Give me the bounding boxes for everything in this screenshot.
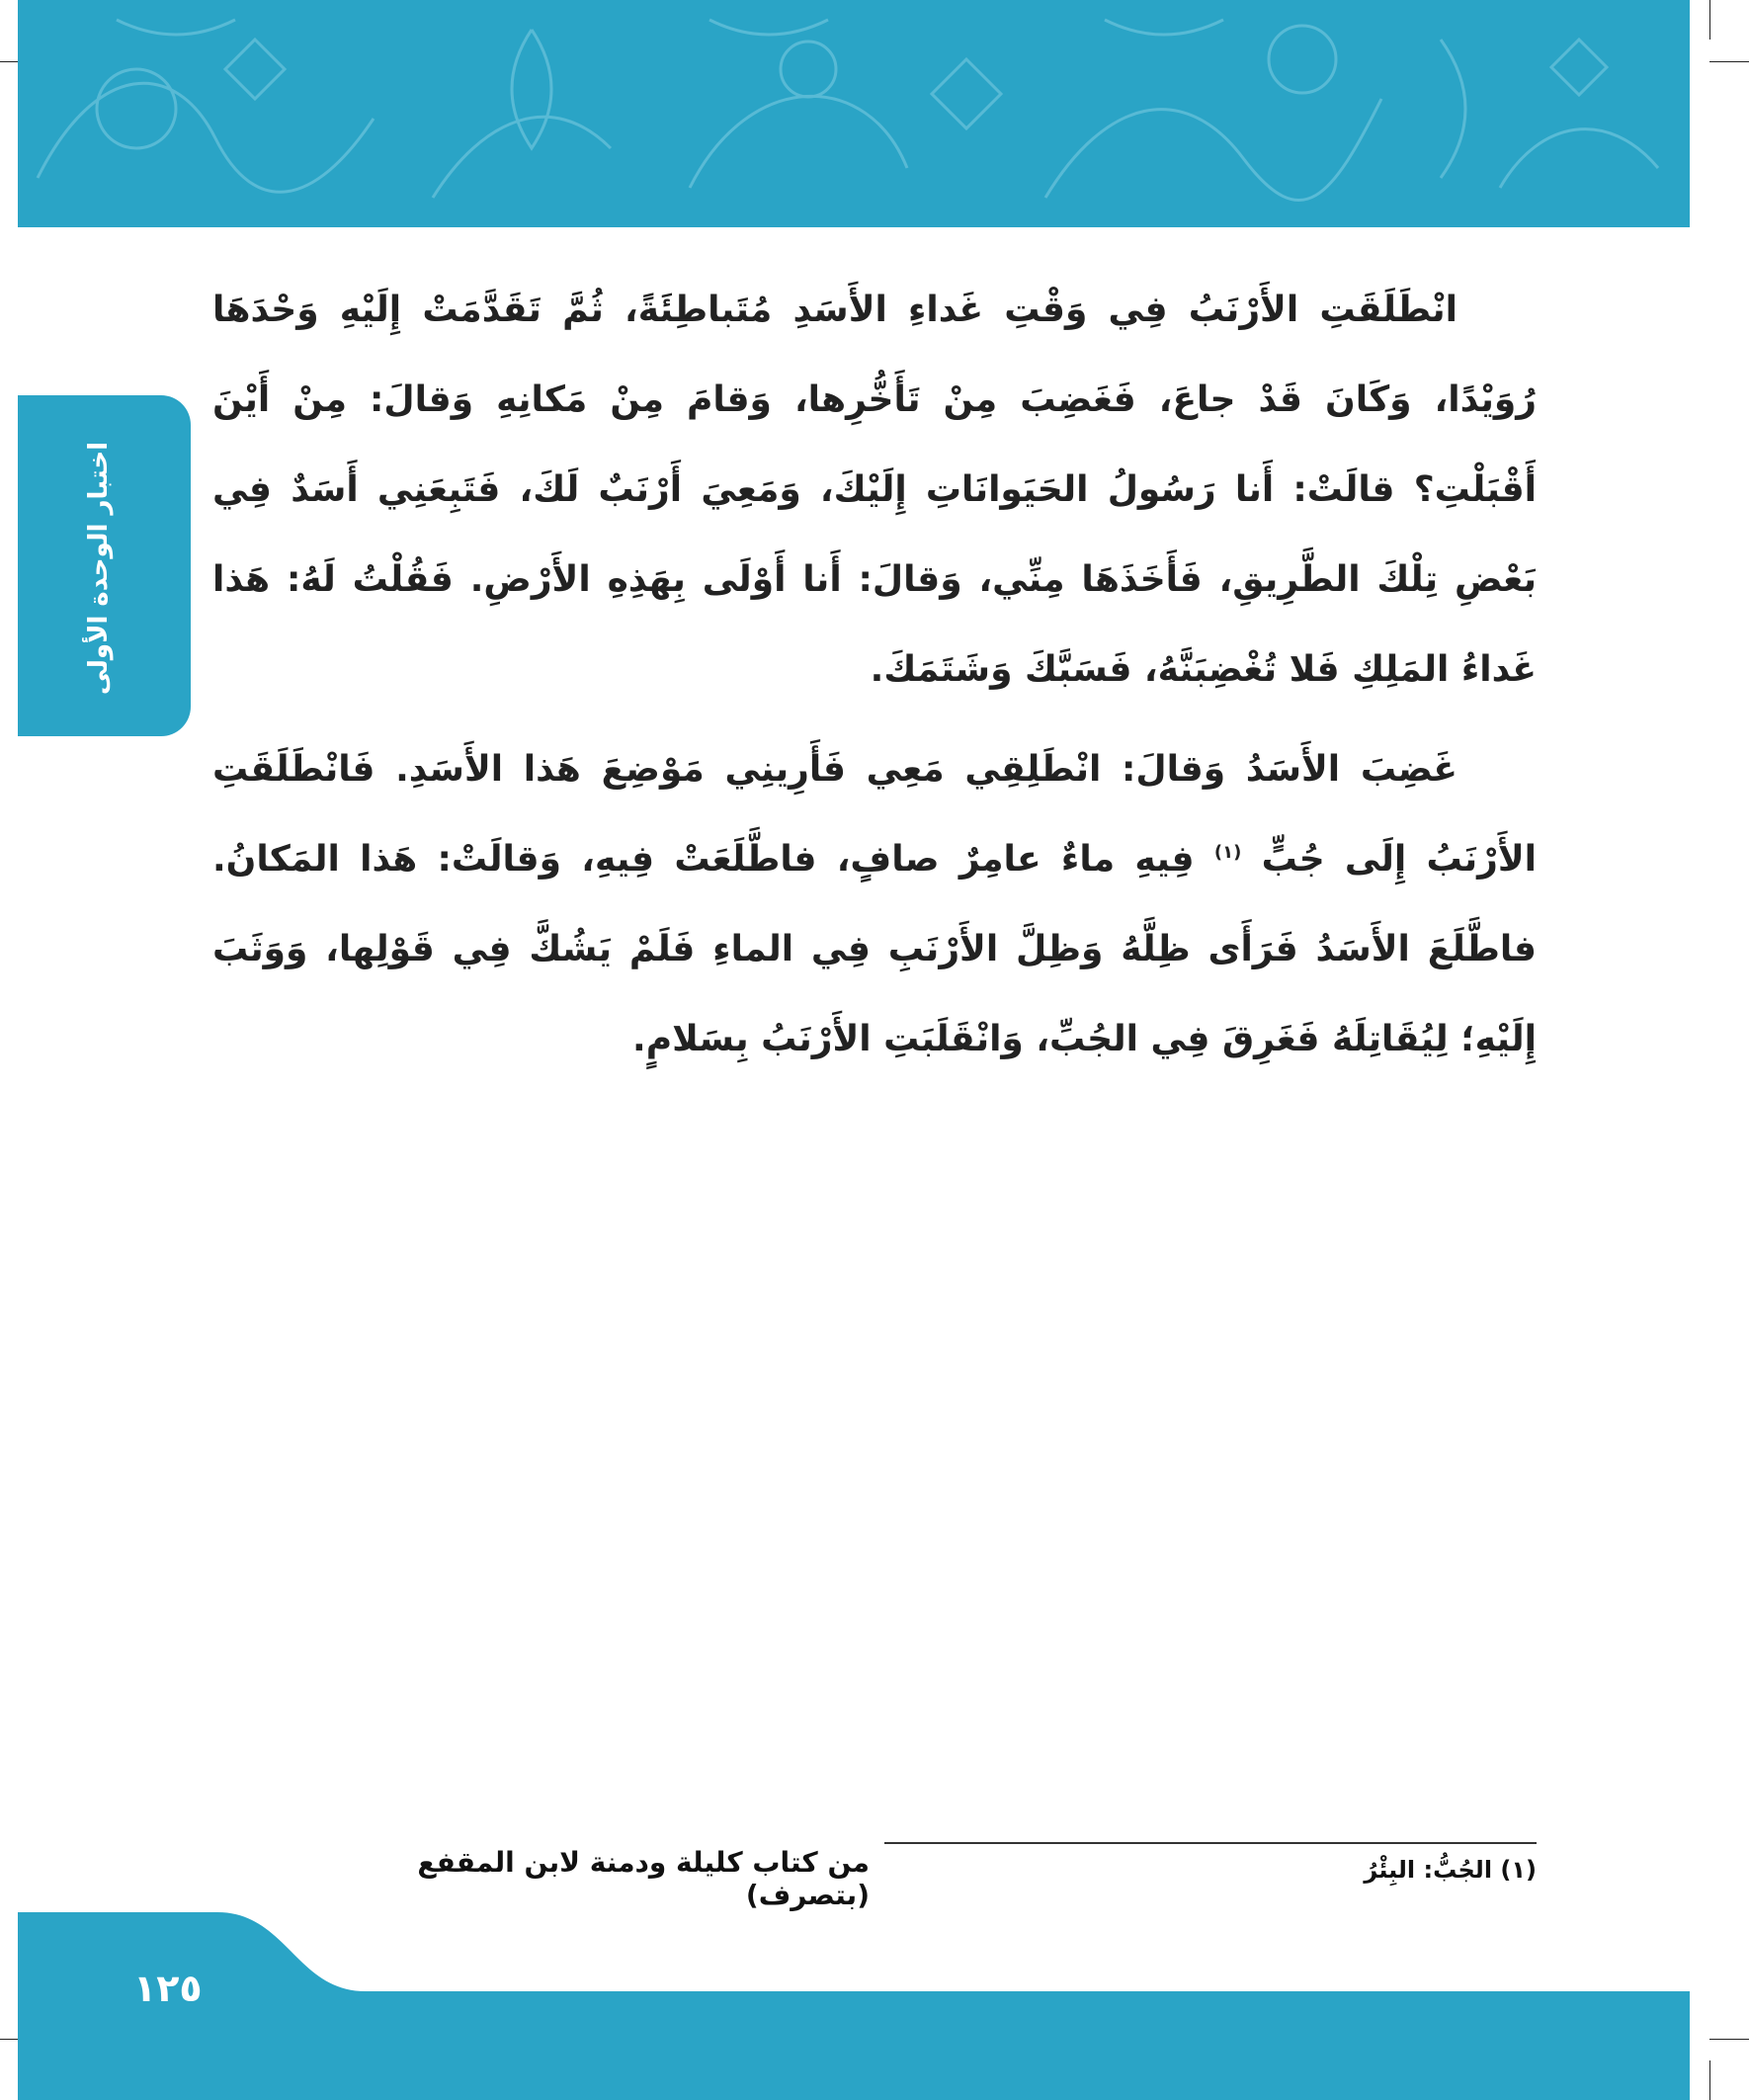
crop-mark — [1709, 2060, 1710, 2100]
footnote: (١) الجُبُّ: البِئْرُ — [1364, 1856, 1537, 1884]
page-number: ١٢٥ — [133, 1967, 203, 2010]
footnote-divider — [884, 1842, 1537, 1844]
story-text-segment: غَضِبَ الأَسَدُ وَقالَ: انْطَلِقِي مَعِي فَأَرِينِي مَوْضِعَ هَذا الأَسَدِ. فَانْطَلَقَتِ الأَرْنَبُ إِلَى جُبٍّ — [212, 749, 1537, 880]
crop-mark — [1709, 2039, 1749, 2040]
story-paragraph — [212, 724, 1537, 1084]
calligraphy-pattern-icon — [18, 0, 1690, 227]
story-paragraph: انْطَلَقَتِ الأَرْنَبُ فِي وَقْتِ غَداءِ الأَسَدِ مُتَباطِئَةً، ثُمَّ تَقَدَّمَتْ إِلَيْهِ وَحْدَهَا رُوَيْدًا، وَكَانَ قَدْ جاعَ، فَغَضِبَ مِنْ تَأَخُّرِها، وَقامَ مِنْ مَكانِهِ وَقالَ: مِنْ أَيْنَ أَقْبَلْتِ؟ قالَتْ: أَنا رَسُولُ الحَيَوانَاتِ إِلَيْكَ، وَمَعِيَ أَرْنَبٌ لَكَ، فَتَبِعَنِي أَسَدٌ فِي بَعْضِ تِلْكَ الطَّرِيقِ، فَأَخَذَهَا مِنِّي، وَقالَ: أَنا أَوْلَى بِهَذِهِ الأَرْضِ. فَقُلْتُ لَهُ: هَذا غَداءُ المَلِكِ فَلا تُغْضِبَنَّهُ، فَسَبَّكَ وَشَتَمَكَ. — [212, 290, 1537, 690]
crop-mark — [1709, 0, 1710, 40]
story-text — [212, 265, 1537, 1094]
crop-mark — [1709, 61, 1749, 62]
footer-banner — [0, 1912, 1690, 2100]
source-citation: من كتاب كليلة ودمنة لابن المقفع (بتصرف) — [417, 1846, 870, 1911]
header-banner — [18, 0, 1690, 227]
unit-side-tab-label: اختبار الوحدة الأولى — [84, 441, 114, 696]
story-text-segment: فِيهِ ماءٌ عامِرٌ صافٍ، فاطَّلَعَتْ فِيهِ، وَقالَتْ: هَذا المَكانُ. فاطَّلَعَ الأَسَدُ فَرَأَى ظِلَّهُ وَظِلَّ الأَرْنَبِ فِي الماءِ فَلَمْ يَشُكَّ فِي قَوْلِها، وَوَثَبَ إِلَيْهِ؛ لِيُقَاتِلَهُ فَغَرِقَ فِي الجُبِّ، وَانْقَلَبَتِ الأَرْنَبُ بِسَلامٍ. — [212, 839, 1537, 1059]
footnote-marker: (١) — [1213, 842, 1242, 863]
